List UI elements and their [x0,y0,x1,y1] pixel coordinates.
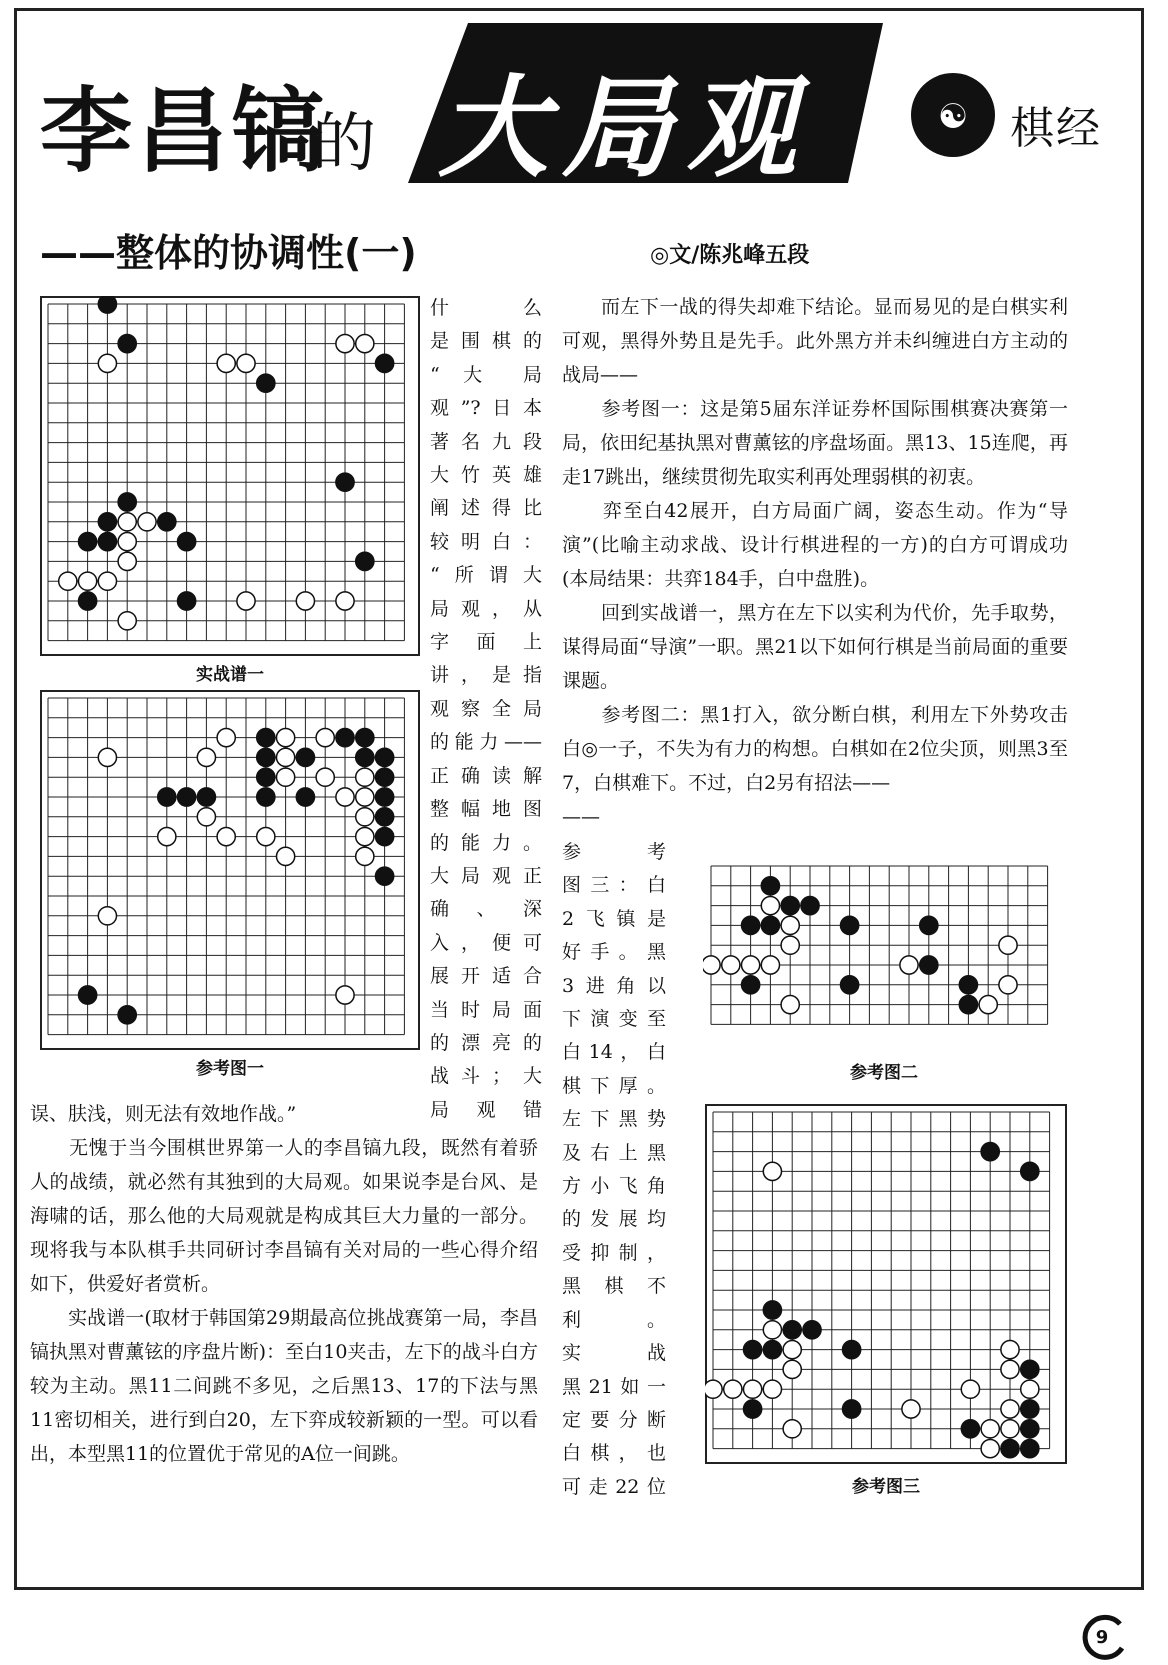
black-stone [78,592,96,610]
narrow-line: 确 、 深 [430,898,542,921]
narrow-line: 2飞镇是 [562,907,666,930]
black-stone [336,473,354,491]
narrow-line: 图三：白 [562,874,666,897]
black-stone [842,1400,860,1418]
narrow-line: 字 面 上 [430,631,542,654]
white-stone [761,956,779,974]
narrow-line: “ 大 局 [430,363,542,386]
narrow-column-2 [562,836,666,1504]
narrow-line: 展开适合 [430,965,542,988]
black-stone [98,532,116,550]
black-stone [257,728,275,746]
black-stone [959,976,977,994]
narrow-line: 著名九段 [430,430,542,453]
black-stone [356,748,374,766]
black-stone [257,748,275,766]
paragraph: 弈至白42展开，白方局面广阔，姿态生动。作为“导演”(比喻主动求战、设计行棋进程的一方)的白方可谓成功(本局结果：共弈184手，白中盘胜)。 [562,500,1068,590]
black-stone [763,1301,781,1319]
black-stone [801,896,819,914]
black-stone [158,788,176,806]
white-stone [98,572,116,590]
black-stone [356,728,374,746]
right-body-dash: —— [562,806,600,828]
white-stone [722,956,740,974]
narrow-line: 正确读解 [430,764,542,787]
white-stone [356,808,374,826]
white-stone [98,354,116,372]
white-stone [783,1420,801,1438]
white-stone [78,572,96,590]
black-stone [375,867,393,885]
white-stone [743,1380,761,1398]
narrow-line: 阐述得比 [430,497,542,520]
narrow-line: 棋下厚。 [562,1074,666,1097]
black-stone [78,532,96,550]
black-stone [296,788,314,806]
board-1-caption: 实战谱一 [196,665,264,685]
narrow-line: 大局观正 [430,864,542,887]
paragraph: 参考图一：这是第5届东洋证券杯国际围棋赛决赛第一局，依田纪基执黑对曹薰铉的序盘场面。黑13、15连爬，再走17跳出，继续贯彻先取实利再处理弱棋的初衷。 [562,398,1068,488]
white-stone [1001,1360,1019,1378]
black-stone [1021,1360,1039,1378]
black-stone [781,896,799,914]
narrow-line: 受抑制， [562,1241,666,1264]
white-stone [237,354,255,372]
column-logo-icon [908,70,998,160]
paragraph: 而左下一战的得失却难下结论。显而易见的是白棋实利可观，黑得外势且是先手。此外黑方并未纠缠进白方主动的战局—— [562,296,1068,386]
black-stone [98,513,116,531]
black-stone [1021,1439,1039,1457]
white-stone [783,1360,801,1378]
paragraph: 参考图二：黑1打入，欲分断白棋，利用左下外势攻击白◎一子，不失为有力的构想。白棋如在2位尖顶，则黑3至7，白棋难下。不过，白2另有招法—— [562,704,1068,794]
narrow-line: 当时局面 [430,998,542,1021]
narrow-line: 入，便可 [430,931,542,954]
narrow-line: 的发展均 [562,1208,666,1231]
white-stone [336,788,354,806]
black-stone [177,788,195,806]
white-stone [783,1340,801,1358]
black-stone [743,1340,761,1358]
white-stone [781,916,799,934]
narrow-line: “所谓大 [430,564,542,587]
white-stone [316,728,334,746]
board-4-caption: 参考图三 [852,1477,920,1497]
black-stone [118,334,136,352]
paragraph: 误、肤浅，则无法有效地作战。” [30,1103,297,1125]
white-stone [356,334,374,352]
title-particle: 的 [312,107,376,181]
white-stone [217,354,235,372]
narrow-line: 定要分断 [562,1408,666,1431]
white-stone [703,956,720,974]
black-stone [375,788,393,806]
narrow-line: 可走22位 [562,1475,666,1498]
white-stone [276,728,294,746]
white-stone [979,995,997,1013]
white-stone [1001,1420,1019,1438]
white-stone [217,827,235,845]
white-stone [336,986,354,1004]
narrow-line: 左下黑势 [562,1108,666,1131]
black-stone [375,354,393,372]
narrow-line: 下演变至 [562,1008,666,1031]
black-stone [177,532,195,550]
paragraph: 回到实战谱一，黑方在左下以实利为代价，先手取势，谋得局面“导演”一职。黑21以下如何行棋是当前局面的重要课题。 [562,602,1068,692]
narrow-line: 参 考 [562,841,666,863]
white-stone [276,768,294,786]
narrow-line: 利。 [562,1308,666,1331]
white-stone [356,788,374,806]
black-stone [1021,1420,1039,1438]
white-stone [356,827,374,845]
go-board-4 [705,1104,1067,1464]
white-stone [217,728,235,746]
black-stone [1021,1400,1039,1418]
black-stone [961,1420,979,1438]
narrow-line: 方小飞角 [562,1175,666,1198]
white-stone [741,956,759,974]
narrow-line: 实 战 [562,1342,666,1365]
page-number: 9 [1095,1627,1109,1648]
title-banner [408,18,883,192]
white-stone [336,592,354,610]
white-stone [118,612,136,630]
narrow-line: 的能力—— [430,731,542,754]
title-name: 李昌镐 [40,78,329,185]
black-stone [981,1142,999,1160]
black-stone [1021,1162,1039,1180]
white-stone [316,768,334,786]
narrow-line: 白棋，也 [562,1442,666,1465]
white-stone [276,847,294,865]
white-stone [781,936,799,954]
go-board-2 [40,690,420,1050]
author-byline: ◎文/陈兆峰五段 [650,243,810,268]
black-stone [257,374,275,392]
black-stone [803,1321,821,1339]
black-stone [783,1321,801,1339]
narrow-line: 观”?日本 [430,397,542,420]
go-board-1 [40,296,420,656]
white-stone [197,808,215,826]
narrow-column-1 [430,292,542,1127]
left-body-text [30,1097,538,1471]
white-stone [724,1380,742,1398]
white-stone [118,552,136,570]
narrow-line: 讲，是指 [430,664,542,687]
black-stone [959,995,977,1013]
white-stone [981,1420,999,1438]
paragraph: 无愧于当今围棋世界第一人的李昌镐九段，既然有着骄人的战绩，就必然有其独到的大局观。如果说李是台风、是海啸的话，那么他的大局观就是构成其巨大力量的一部分。现将我与本队棋手共同研讨李昌镐有关对局的一些心得介绍如下，供爱好者赏析。 [30,1137,538,1295]
white-stone [98,907,116,925]
white-stone [902,1400,920,1418]
black-stone [197,788,215,806]
white-stone [197,748,215,766]
black-stone [741,976,759,994]
go-board-3 [703,858,1065,1048]
narrow-line: 好手。黑 [562,941,666,964]
narrow-line: 是围棋的 [430,330,542,353]
narrow-line: 大竹英雄 [430,464,542,487]
white-stone [118,532,136,550]
narrow-line: 的能力。 [430,831,542,854]
white-stone [761,896,779,914]
narrow-line: 整幅地图 [430,798,542,821]
black-stone [840,916,858,934]
black-stone [257,768,275,786]
black-stone [177,592,195,610]
title-big: 大局观 [438,64,810,192]
white-stone [900,956,918,974]
black-stone [356,552,374,570]
white-stone [763,1321,781,1339]
black-stone [118,493,136,511]
white-stone [118,513,136,531]
narrow-line: 局观，从 [430,597,542,620]
white-stone [296,592,314,610]
white-stone [138,513,156,531]
white-stone [763,1380,781,1398]
black-stone [336,728,354,746]
white-stone [1021,1380,1039,1398]
narrow-line: 3进角以 [562,974,666,997]
black-stone [375,768,393,786]
white-stone [1001,1400,1019,1418]
subtitle: ——整体的协调性(一) [40,231,417,275]
right-body-text [562,290,1068,800]
black-stone [743,1400,761,1418]
narrow-line: 白14，白 [562,1041,666,1064]
white-stone [59,572,77,590]
narrow-line: 战斗；大 [430,1065,542,1088]
black-stone [296,748,314,766]
black-stone [375,748,393,766]
white-stone [356,847,374,865]
paragraph: 实战谱一(取材于韩国第29期最高位挑战赛第一局，李昌镐执黑对曹薰铉的序盘片断)：至白10夹击，左下的战斗白方较为主动。黑11二间跳不多见，之后黑13、17的下法与黑11密切相关，进行到白20，左下弈成较新颖的一型。可以看出，本型黑11的位置优于常见的A位一间跳。 [30,1307,538,1465]
narrow-line: 观察全局 [430,697,542,720]
narrow-line: 黑21如一 [562,1375,666,1398]
narrow-line: 较明白： [430,530,542,553]
white-stone [1001,1340,1019,1358]
white-stone [999,936,1017,954]
black-stone [375,827,393,845]
white-stone [781,995,799,1013]
white-stone [336,334,354,352]
board-3-caption: 参考图二 [850,1063,918,1083]
narrow-line: 什 么 [430,297,542,319]
white-stone [999,976,1017,994]
black-stone [920,956,938,974]
white-stone [981,1439,999,1457]
black-stone [158,513,176,531]
black-stone [741,916,759,934]
black-stone [840,976,858,994]
white-stone [763,1162,781,1180]
narrow-line: 及右上黑 [562,1141,666,1164]
svg-text:☯: ☯ [937,97,969,137]
black-stone [761,916,779,934]
black-stone [98,296,116,313]
white-stone [158,827,176,845]
black-stone [375,808,393,826]
narrow-line: 的漂亮的 [430,1031,542,1054]
white-stone [705,1380,722,1398]
white-stone [237,592,255,610]
white-stone [98,748,116,766]
white-stone [257,827,275,845]
white-stone [356,768,374,786]
black-stone [842,1340,860,1358]
narrow-line: 局 观 错 [430,1098,542,1121]
black-stone [763,1340,781,1358]
black-stone [761,877,779,895]
black-stone [118,1006,136,1024]
white-stone [276,748,294,766]
black-stone [257,788,275,806]
narrow-line: 黑 棋 不 [562,1275,666,1298]
black-stone [920,916,938,934]
column-name: 棋经 [1010,103,1102,154]
board-2-caption: 参考图一 [196,1059,264,1079]
black-stone [78,986,96,1004]
black-stone [1001,1439,1019,1457]
white-stone [961,1380,979,1398]
